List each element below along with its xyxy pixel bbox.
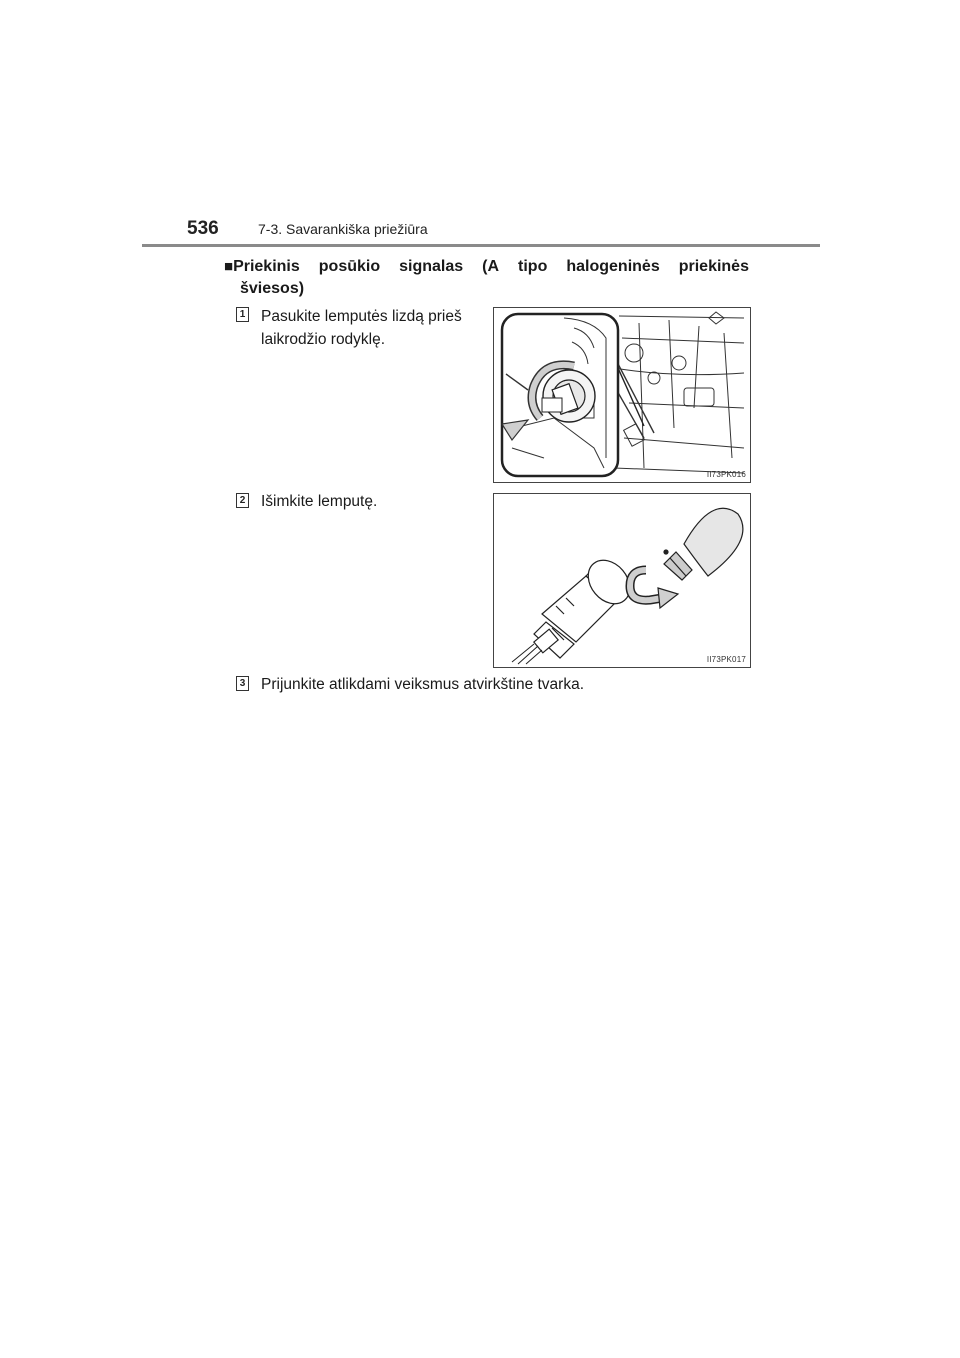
heading-line-2: šviesos) [240, 280, 305, 297]
heading-line-1 [224, 256, 749, 278]
step-number-badge: 3 [236, 676, 249, 691]
subsection-heading [224, 256, 749, 300]
figure-code: II73PK017 [706, 655, 746, 664]
header-divider [142, 244, 820, 247]
page-number: 536 [187, 218, 219, 239]
heading-word: signalas [399, 258, 464, 275]
heading-word: (A [482, 258, 500, 275]
socket-rotate-illustration [494, 308, 750, 482]
step-3-text: Prijunkite atlikdami veiksmus atvirkštine tvarka. [261, 676, 585, 693]
heading-word: priekinės [678, 258, 749, 275]
bulb-removal-illustration [494, 494, 750, 667]
square-bullet-icon: ■ [224, 258, 234, 275]
figure-headlight-socket [493, 307, 751, 483]
heading-first-word: ■Priekinis [224, 258, 300, 275]
step-number-badge: 2 [236, 493, 249, 508]
section-title: 7-3. Savarankiška priežiūra [258, 221, 428, 237]
heading-word: posūkio [318, 258, 381, 275]
step-number-badge: 1 [236, 307, 249, 322]
step-1-text: Pasukite lemputės lizdą prieš laikrodžio rodyklę. [261, 308, 462, 348]
figure-bulb-removal [493, 493, 751, 668]
heading-word: halogeninės [566, 258, 660, 275]
step-2-text: Išimkite lemputę. [261, 493, 378, 510]
figure-code: II73PK016 [706, 470, 746, 479]
heading-word: tipo [518, 258, 548, 275]
